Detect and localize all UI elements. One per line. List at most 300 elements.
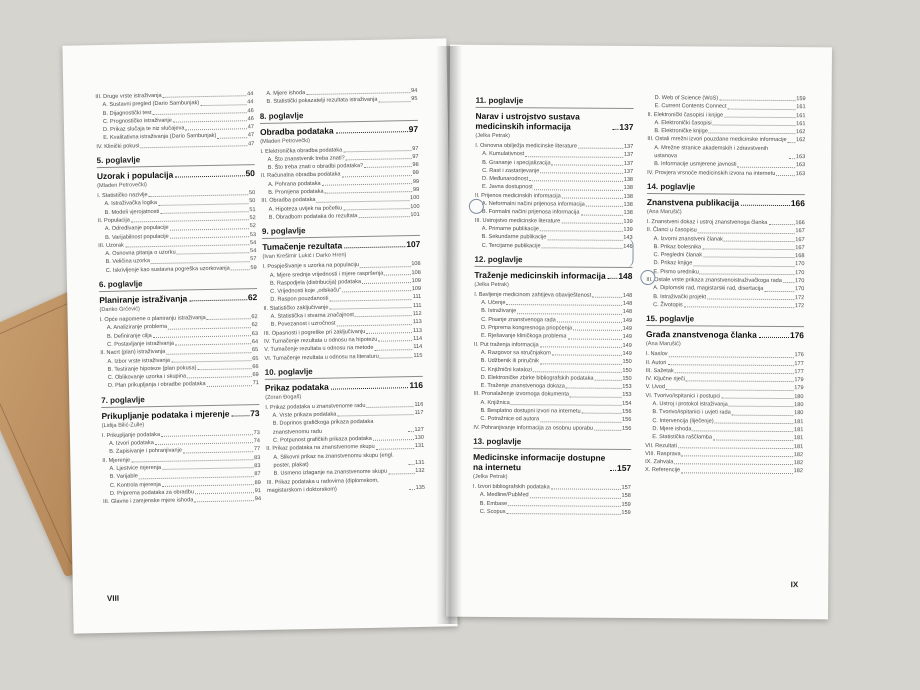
toc-entry-text: A. Određivanje populacije: [104, 224, 169, 233]
toc-entry-page: 66: [252, 363, 259, 370]
toc-entry-page: 161: [796, 112, 806, 119]
chapter-title-text: Tumačenje rezultata: [262, 240, 343, 253]
chapter-section: [260, 109, 420, 223]
section-continuation: [95, 90, 254, 151]
chapter-label: 12. poglavlje: [474, 255, 632, 268]
toc-entry-text: B. Varijabilnost populacije: [105, 233, 169, 241]
toc-entry-text: III. Prikaz podataka u radovima (diplomskom, magistarskom i doktorskom): [266, 477, 379, 494]
toc-entry-text: A. Pohrana podataka: [268, 180, 321, 188]
toc-entry-text: B. Obradbom podataka do rezultata: [268, 213, 358, 221]
toc-entry-page: 137: [623, 168, 634, 175]
dot-leader: [552, 355, 622, 356]
chapter-section: [473, 255, 632, 433]
dot-leader: [362, 282, 411, 284]
toc-entry-text: B. Promjena podataka: [268, 188, 324, 196]
toc-entry-text: C. Scopus: [479, 508, 506, 515]
dot-leader: [542, 247, 623, 249]
toc-entry-page: 181: [793, 443, 804, 450]
toc-entry-text: E. Current Contents Connect: [654, 103, 727, 110]
toc-entry-page: 137: [623, 160, 634, 167]
dot-leader: [669, 356, 794, 358]
chapter-page-number: 73: [250, 407, 260, 418]
toc-entry-page: 97: [412, 153, 419, 160]
toc-entry-page: 168: [795, 253, 805, 260]
dot-leader: [713, 439, 793, 441]
dot-leader: [170, 228, 249, 231]
toc-entry-page: 156: [622, 408, 632, 415]
dot-leader: [709, 133, 795, 135]
toc-entry-text: A. Statistička i stvarna značajnost: [270, 312, 355, 320]
toc-entry-text: C. Kontrola mjerenja: [109, 481, 161, 489]
toc-entry-page: 148: [622, 309, 633, 316]
dot-leader: [789, 158, 795, 159]
dot-leader: [667, 364, 793, 366]
dot-leader: [344, 246, 405, 248]
toc-entry-text: A. Hipoteza uvijek na početku: [268, 205, 343, 213]
dot-leader: [379, 101, 411, 103]
chapter-label: 13. poglavlje: [473, 437, 631, 450]
dot-leader: [517, 313, 622, 315]
toc-entry-page: 91: [254, 487, 262, 494]
toc-entry-text: IV. Klinički pokusi: [96, 143, 140, 150]
toc-entry-page: 50: [249, 198, 256, 205]
toc-entry: [259, 95, 417, 106]
dot-leader: [580, 214, 622, 215]
dot-leader: [525, 156, 623, 158]
toc-entry: [264, 351, 422, 362]
dot-leader: [674, 464, 792, 466]
chapter-author: (Lidija Bilić-Zulle): [101, 421, 145, 429]
chapter-title-text: Građa znanstvenoga članka: [645, 329, 757, 341]
toc-entry-page: 113: [412, 319, 422, 326]
toc-entry-page: 182: [793, 468, 804, 475]
toc-entry-text: A. Istraživačka logika: [104, 200, 158, 208]
dot-leader: [540, 231, 622, 233]
dot-leader: [570, 396, 621, 397]
toc-entry-page: 51: [249, 206, 256, 213]
dot-leader: [217, 137, 247, 139]
toc-entry-page: 170: [795, 261, 805, 268]
dot-leader: [788, 142, 795, 143]
toc-entry-page: 150: [622, 367, 632, 374]
dot-leader: [380, 357, 413, 359]
toc-entry: [267, 475, 425, 495]
toc-entry-text: I. Znanstveni dokaz i ustroj znanstvenoga članka: [646, 219, 768, 226]
toc-entry: [101, 379, 259, 390]
toc-entry-text: B. Definiranje cilja: [106, 332, 152, 340]
toc-entry: [646, 301, 804, 310]
dot-leader: [675, 372, 794, 374]
toc-entry-page: 177: [794, 360, 804, 367]
toc-entry-text: B. Dijagnostički test: [102, 109, 152, 117]
toc-entry-text: B. Formalni načini prijenosa informacija: [481, 209, 580, 216]
toc-entry-page: 135: [415, 484, 425, 491]
chapter-title: [475, 111, 633, 132]
toc-entry-text: A. Diplomski rad, magistarski rad, disertacija: [653, 285, 764, 293]
toc-entry-text: D. Priprema podataka za obradbu: [109, 489, 195, 497]
dot-leader: [533, 371, 621, 373]
right-page-column-b: [645, 94, 806, 481]
toc-entry-text: IV. Ključne riječi: [645, 376, 685, 383]
dot-leader: [592, 297, 622, 298]
dot-leader: [562, 198, 623, 199]
toc-entry-page: 170: [794, 286, 805, 293]
toc-entry-page: 170: [794, 278, 805, 285]
dot-leader: [408, 464, 414, 465]
toc-entry-text: B. Embase: [479, 500, 508, 507]
toc-entry-text: A. Izvorni znanstveni članak: [653, 235, 724, 243]
toc-entry-page: 181: [793, 426, 804, 434]
toc-entry-page: 53: [249, 231, 257, 238]
toc-entry-text: II. Prikaz podataka na znanstvenome skupu: [266, 444, 375, 453]
toc-entry: [96, 140, 254, 151]
toc-entry-page: 94: [411, 87, 418, 95]
chapter-title: [473, 452, 631, 473]
toc-entry-page: 130: [414, 434, 425, 442]
toc-entry-page: 98: [412, 162, 419, 169]
dot-leader: [346, 158, 412, 160]
dot-leader: [698, 232, 795, 234]
toc-entry-page: 108: [411, 269, 421, 276]
toc-entry-page: 59: [250, 264, 257, 271]
chapter-label: 6. poglavlje: [99, 277, 257, 292]
toc-entry-page: 138: [623, 177, 634, 184]
toc-entry-page: 156: [621, 425, 632, 432]
dot-leader: [729, 406, 793, 407]
pen-circle-mark: [469, 199, 484, 214]
toc-entry-page: 153: [622, 392, 632, 399]
toc-entry-page: 149: [622, 317, 633, 324]
dot-leader: [540, 172, 622, 174]
toc-entry: [473, 508, 631, 517]
dot-leader: [173, 120, 247, 122]
toc-entry-text: C. Pisanje znanstvenoga rada: [481, 316, 556, 324]
dot-leader: [183, 451, 253, 453]
toc-entry-text: C. Životopis: [653, 302, 683, 309]
toc-entry-text: I. Prikaz podataka u znanstvenome radu: [265, 402, 366, 411]
dot-leader: [511, 404, 621, 406]
toc-entry-text: C. Intervencija (liječenje): [652, 417, 714, 425]
toc-entry-text: VI. Tumačenje rezultata u odnosu na literaturu: [264, 353, 379, 362]
chapter-page-number: 62: [247, 292, 258, 303]
dot-leader: [566, 388, 621, 389]
toc-entry-text: C. Potražnice od autora: [480, 416, 540, 423]
toc-entry-page: 57: [250, 256, 257, 263]
dot-leader: [702, 249, 794, 251]
dot-leader: [715, 422, 793, 424]
dot-leader: [534, 189, 623, 191]
toc-entry-page: 127: [414, 426, 424, 433]
toc-entry: [266, 417, 424, 437]
toc-entry-page: 99: [412, 186, 420, 194]
toc-entry-text: A. Razgovor sa stručnjakom: [480, 349, 551, 357]
dot-leader: [573, 330, 622, 331]
toc-entry-text: II. Mjerenje: [102, 457, 131, 464]
chapter-page-number: 107: [406, 239, 421, 250]
toc-entry: [645, 466, 803, 475]
dot-leader: [373, 439, 414, 441]
dot-leader: [768, 224, 794, 225]
pen-circle-mark: [640, 270, 655, 285]
dot-leader: [358, 216, 409, 218]
toc-entry-page: 156: [622, 417, 632, 424]
dot-leader: [764, 291, 794, 292]
chapter-section: [99, 277, 259, 391]
dot-leader: [552, 164, 623, 165]
toc-entry-text: E. Kvalitativna istraživanja (Dario Sambunjak): [103, 133, 217, 142]
dot-leader: [185, 129, 246, 131]
toc-entry-text: E. Rješavanje kliničkoga problema: [480, 333, 567, 340]
dot-leader: [721, 398, 793, 400]
toc-entry-text: D. Raspon pouzdanosti: [270, 296, 329, 304]
chapter-section: [97, 153, 257, 275]
toc-entry-text: B. Grananje i specijalizacija: [482, 159, 551, 166]
toc-entry-page: 181: [793, 435, 804, 442]
toc-entry-page: 148: [622, 301, 633, 308]
dot-leader: [724, 116, 795, 117]
toc-entry-text: I. Pospješivanje s uzorka na populaciju: [262, 262, 360, 271]
toc-entry-text: B. Povezanost i uzročnost: [270, 320, 336, 329]
toc-entry-text: D. Plan prikupljanja i obradbe podataka: [107, 381, 206, 390]
dot-leader: [540, 363, 622, 365]
dot-leader: [336, 131, 408, 133]
toc-entry-text: A. Mrežne stranice akademskih i zdravstvenih ustanova: [654, 144, 769, 160]
toc-entry-page: 100: [409, 195, 420, 202]
dot-leader: [703, 257, 794, 259]
toc-entry-text: A. Ljestvice mjerenja: [109, 464, 162, 472]
dot-leader: [342, 175, 412, 177]
dot-leader: [713, 125, 795, 127]
toc-entry-text: C. Vrijednosti koje „odskaču": [270, 287, 342, 295]
toc-entry-page: 159: [621, 501, 631, 508]
dot-leader: [508, 505, 620, 507]
toc-entry-page: 138: [623, 210, 633, 217]
toc-entry-text: A. Vrste prikaza podataka: [272, 411, 337, 419]
chapter-title: [646, 329, 804, 340]
dot-leader: [507, 513, 621, 515]
toc-entry-text: A. Medline/PubMed: [479, 492, 529, 499]
toc-entry-text: VI. Tvorivo/ispitanici i postupci: [645, 392, 721, 400]
toc-entry-text: III. Opasnosti i pogreške pri zaključivanju: [263, 328, 366, 337]
chapter-page-number: 148: [618, 270, 633, 281]
toc-entry-page: 115: [413, 352, 423, 359]
toc-entry-text: II. Računalna obradba podataka: [260, 171, 341, 180]
toc-entry: [262, 211, 420, 222]
right-page: [446, 45, 832, 620]
toc-entry-text: A. Slikovni prikaz na znanstvenomu skupu (engl. poster, plakat): [273, 452, 394, 469]
chapter-label: 9. poglavlje: [262, 224, 420, 239]
dot-leader: [707, 298, 794, 300]
toc-entry-page: 77: [253, 446, 261, 453]
toc-entry-page: 100: [410, 203, 420, 210]
dot-leader: [207, 319, 251, 321]
toc-entry-page: 47: [247, 124, 255, 131]
chapter-section: [265, 365, 425, 495]
toc-entry-page: 65: [252, 355, 259, 362]
toc-entry-page: 149: [622, 350, 632, 357]
dot-leader: [343, 150, 411, 152]
dot-leader: [612, 129, 618, 130]
chapter-section: [473, 437, 632, 517]
dot-leader: [692, 431, 792, 433]
dot-leader: [738, 166, 795, 167]
toc-entry-page: 138: [623, 193, 633, 200]
dot-leader: [666, 389, 793, 391]
chapter-title-text: Traženje medicinskih informacija: [474, 269, 606, 281]
toc-entry-text: A. Mjere srednje vrijednosti i mjere raspršenja: [269, 270, 384, 279]
dot-leader: [376, 448, 414, 450]
toc-entry-page: 73: [253, 429, 260, 436]
toc-entry-page: 94: [254, 496, 262, 503]
toc-entry-page: 89: [254, 479, 261, 486]
toc-entry-text: B. Usmeno izlaganje na znanstvenome skupu: [273, 468, 388, 477]
toc-entry-text: C. Oblikovanje uzorka i skupina: [107, 373, 187, 382]
toc-entry-text: I. Naslov: [645, 351, 668, 358]
dot-leader: [776, 175, 794, 176]
dot-leader: [578, 148, 623, 149]
toc-entry-text: I. Bavljenje medicinom zahtijeva obaviještenost: [474, 291, 592, 299]
dot-leader: [367, 406, 414, 408]
toc-entry-page: 182: [793, 460, 804, 467]
toc-entry-page: 148: [622, 292, 633, 299]
toc-entry-page: 97: [412, 145, 419, 152]
toc-entry-text: B. Testiranje hipoteze (plan pokusa): [107, 365, 197, 373]
toc-entry-page: 138: [623, 201, 633, 209]
toc-entry-text: D. Mjere ishoda: [652, 426, 692, 433]
dot-leader: [175, 343, 251, 345]
dot-leader: [171, 360, 251, 363]
toc-entry-text: E. Pismo uredniku: [653, 268, 699, 276]
toc-entry: [103, 495, 261, 506]
toc-entry-text: B. Sekundarne publikacije: [481, 234, 547, 241]
dot-leader: [540, 346, 622, 348]
toc-entry-page: 108: [411, 261, 421, 268]
toc-entry-page: 101: [410, 211, 420, 219]
toc-entry-text: B. Besplatno dostupni izvori na internetu: [480, 407, 581, 415]
toc-entry-text: I. Prikupljanje podataka: [101, 431, 161, 439]
dot-leader: [355, 315, 412, 317]
toc-entry-page: 62: [251, 322, 258, 329]
toc-entry-page: 137: [623, 152, 634, 159]
chapter-author: (Mladen Petrovečki): [97, 182, 147, 190]
toc-entry-page: 150: [622, 359, 632, 366]
toc-entry-text: IX. Zahvala: [645, 459, 674, 466]
toc-entry-page: 150: [622, 375, 632, 382]
toc-entry-page: 154: [622, 400, 632, 407]
toc-entry-text: C. Iskrivljenje kao sustavna pogreška uzorkovanja: [105, 265, 230, 274]
toc-entry-text: II. Populacija: [97, 217, 130, 225]
toc-entry-page: 172: [794, 294, 805, 301]
chapter-title-text: Narav i ustrojstvo sustava medicinskih informacija: [475, 110, 580, 132]
toc-entry-text: V. Tumačenje rezultata u odnosu na metode: [264, 345, 374, 354]
left-page: [62, 38, 457, 633]
toc-entry-page: 149: [622, 325, 633, 332]
toc-entry-text: A. Ustroj i protokol istraživanja: [652, 401, 728, 408]
toc-entry-page: 71: [252, 380, 259, 387]
dot-leader: [678, 447, 793, 449]
toc-entry-page: 139: [623, 218, 633, 225]
dot-leader: [759, 337, 789, 338]
chapter-label: 10. poglavlje: [265, 365, 423, 380]
toc-entry-page: 95: [411, 96, 418, 103]
toc-entry-text: A. Kumulativnost: [482, 151, 525, 158]
dot-leader: [681, 472, 793, 474]
toc-entry-text: A. Primarne publikacije: [481, 225, 539, 233]
toc-entry-text: I. Opće napomene o planiranju istraživanja: [99, 315, 206, 324]
dot-leader: [189, 299, 247, 301]
dot-leader: [375, 349, 413, 351]
toc-entry-text: B. Što treba znati o obradbi podataka?: [267, 163, 364, 172]
toc-entry-page: 114: [413, 335, 423, 342]
toc-entry-text: IV. Provjera vrsnoće medicinskih izvora na internetu: [647, 169, 776, 177]
dot-leader: [700, 273, 794, 275]
toc-entry-page: 112: [412, 310, 422, 318]
chapter-author: (Jelka Petrak): [472, 473, 508, 480]
dot-leader: [686, 381, 793, 383]
toc-entry-text: III. Ostale vrste prikaza znanstvenoistraživačkoga rada: [646, 277, 782, 285]
toc-entry-text: III. Obradba podataka: [261, 197, 316, 205]
chapter-page-number: 97: [408, 123, 419, 134]
toc-entry-page: 63: [251, 330, 259, 337]
toc-entry-text: D. Priprema kongresnoga priopćenja: [481, 324, 573, 332]
toc-entry-text: A. Elektronički časopisi: [654, 119, 712, 127]
toc-entry-page: 167: [795, 236, 805, 243]
dot-leader: [195, 492, 254, 494]
chapter-label: 11. poglavlje: [476, 96, 634, 109]
toc-entry-text: A. Knjižnica: [480, 399, 510, 406]
toc-entry-text: B. Informacije usmjerene javnosti: [654, 161, 737, 169]
toc-entry-text: E. Traženje znanstvenoga dokaza: [480, 383, 565, 390]
dot-leader: [724, 240, 794, 241]
dot-leader: [732, 414, 793, 415]
toc-entry-text: III. Glavne i zamjenske mjere ishoda: [103, 497, 194, 506]
dot-leader: [719, 100, 795, 102]
toc-entry-text: D. Prikaz slučaja te niz slučajeva: [102, 125, 185, 134]
toc-entry-page: 143: [623, 235, 633, 242]
toc-entry-page: 158: [621, 493, 631, 500]
toc-entry-text: B. Istraživački projekt: [653, 293, 707, 301]
toc-entry-text: A. Učenje: [481, 300, 506, 307]
dot-leader: [336, 324, 411, 326]
dot-leader: [384, 274, 410, 276]
chapter-page-number: 50: [245, 168, 255, 179]
chapter-page-number: 176: [789, 330, 805, 341]
toc-entry-page: 167: [795, 228, 805, 235]
toc-entry-text: B. Elektroničke knjige: [654, 128, 708, 135]
chapter-section: [646, 182, 805, 310]
toc-entry-page: 47: [248, 140, 255, 147]
dot-leader: [360, 266, 410, 268]
toc-entry-text: II. Statističko zaključivanje: [263, 304, 329, 312]
toc-entry-text: B. Istraživanje: [481, 308, 517, 315]
dot-leader: [366, 332, 412, 334]
chapter-author: (Ana Marušić): [646, 209, 682, 216]
chapter-author: (Mladen Petrovečki): [260, 137, 311, 145]
dot-leader: [364, 167, 411, 169]
toc-entry-text: I. Statističko nazivlje: [97, 192, 148, 200]
dot-leader: [140, 145, 247, 148]
toc-entry-page: 117: [414, 410, 424, 417]
toc-entry-page: 52: [249, 215, 256, 222]
page-number: VIII: [106, 593, 120, 603]
toc-entry-page: 177: [794, 368, 804, 375]
chapter-title-text: Prikaz podataka: [264, 381, 329, 393]
chapter-page-number: 137: [619, 121, 634, 132]
dot-leader: [232, 415, 250, 416]
toc-entry: [473, 423, 631, 432]
toc-entry-text: D. Web of Science (WoS): [654, 95, 719, 102]
toc-entry-text: C. Knjižnični katalozi: [480, 366, 533, 373]
